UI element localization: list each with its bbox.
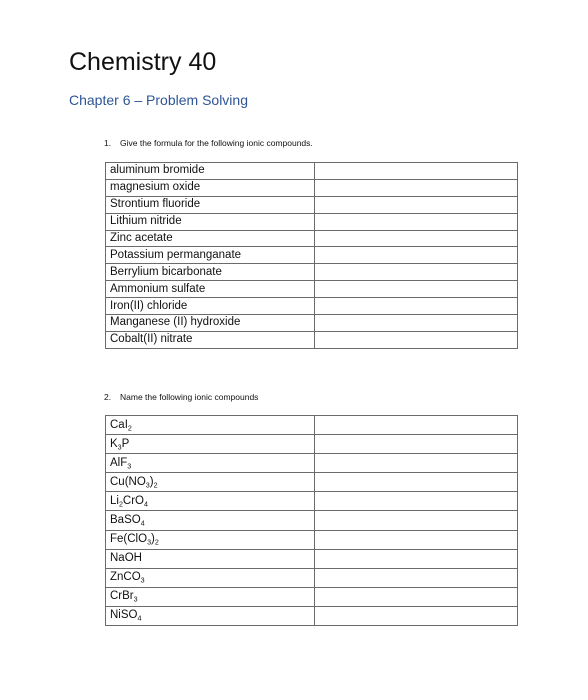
- compound-formula-cell: [106, 454, 315, 473]
- page-subtitle: Chapter 6 – Problem Solving: [69, 92, 248, 108]
- compound-formula-cell: [106, 606, 315, 625]
- table-row: [106, 416, 518, 435]
- formula-text: CaI: [110, 418, 128, 431]
- compound-name-cell: Lithium nitride: [106, 213, 315, 230]
- table-row: [106, 530, 518, 549]
- compound-formula-cell: [106, 568, 315, 587]
- answer-cell[interactable]: [315, 179, 518, 196]
- compound-name-cell: Ammonium sulfate: [106, 281, 315, 298]
- formula-text: Li: [110, 494, 119, 507]
- table-row: [106, 247, 518, 264]
- formula-subscript: 3: [117, 443, 122, 452]
- answer-cell[interactable]: [315, 331, 518, 348]
- compound-formula-cell: [106, 549, 315, 568]
- answer-cell[interactable]: [315, 568, 518, 587]
- formula-text: CrO: [122, 494, 145, 507]
- formula-subscript: 2: [154, 538, 159, 547]
- formula-text: NiSO: [110, 609, 138, 622]
- table-row: [106, 163, 518, 180]
- answer-cell[interactable]: [315, 606, 518, 625]
- formula-text: ZnCO: [110, 571, 141, 584]
- formula-subscript: 2: [127, 424, 132, 433]
- table-row: [106, 435, 518, 454]
- compound-formula-cell: [106, 416, 315, 435]
- table-row: [106, 230, 518, 247]
- formula-subscript: 4: [140, 519, 145, 528]
- formula-text: P: [121, 437, 130, 450]
- formula-text: CrBr: [110, 590, 134, 603]
- answer-cell[interactable]: [315, 454, 518, 473]
- question-1-prompt: [104, 137, 313, 149]
- formula-text: Cu(NO: [110, 475, 146, 488]
- table-row: [106, 264, 518, 281]
- table-row: [106, 298, 518, 315]
- table-row: [106, 315, 518, 332]
- question-text: Give the formula for the following ionic compounds.: [120, 138, 313, 148]
- table-row: [106, 454, 518, 473]
- question-1-table: [105, 162, 518, 349]
- answer-cell[interactable]: [315, 315, 518, 332]
- formula-text: NaOH: [110, 552, 142, 565]
- table-row: [106, 179, 518, 196]
- formula-text: ): [151, 533, 155, 546]
- compound-formula-cell: [106, 530, 315, 549]
- question-number: 2.: [104, 392, 112, 402]
- answer-cell[interactable]: [315, 473, 518, 492]
- formula-subscript: 3: [133, 595, 138, 604]
- answer-cell[interactable]: [315, 298, 518, 315]
- formula-subscript: 4: [137, 614, 142, 623]
- formula-subscript: 2: [118, 500, 123, 509]
- table-row: [106, 473, 518, 492]
- formula-subscript: 3: [147, 538, 152, 547]
- answer-cell[interactable]: [315, 264, 518, 281]
- compound-formula-cell: [106, 587, 315, 606]
- table-row: [106, 549, 518, 568]
- formula-subscript: 3: [140, 576, 145, 585]
- table-row: [106, 606, 518, 625]
- question-text: Name the following ionic compounds: [120, 392, 259, 402]
- answer-cell[interactable]: [315, 163, 518, 180]
- answer-cell[interactable]: [315, 492, 518, 511]
- compound-formula-cell: [106, 473, 315, 492]
- compound-name-cell: Iron(II) chloride: [106, 298, 315, 315]
- compound-name-cell: magnesium oxide: [106, 179, 315, 196]
- table-row: [106, 213, 518, 230]
- answer-cell[interactable]: [315, 230, 518, 247]
- compound-name-cell: Potassium permanganate: [106, 247, 315, 264]
- compound-name-cell: aluminum bromide: [106, 163, 315, 180]
- table-row: [106, 196, 518, 213]
- answer-cell[interactable]: [315, 247, 518, 264]
- question-number: 1.: [104, 138, 112, 148]
- formula-subscript: 2: [153, 481, 158, 490]
- formula-subscript: 4: [144, 500, 148, 509]
- formula-text: Fe(ClO: [110, 533, 148, 546]
- formula-subscript: 3: [127, 462, 132, 471]
- compound-name-cell: Zinc acetate: [106, 230, 315, 247]
- compound-name-cell: Strontium fluoride: [106, 196, 315, 213]
- table-row: [106, 511, 518, 530]
- compound-name-cell: Cobalt(II) nitrate: [106, 331, 315, 348]
- answer-cell[interactable]: [315, 435, 518, 454]
- question-2-table: [105, 415, 518, 626]
- table-row: [106, 568, 518, 587]
- formula-text: K: [110, 437, 118, 450]
- page-title: Chemistry 40: [69, 48, 217, 76]
- answer-cell[interactable]: [315, 213, 518, 230]
- answer-cell[interactable]: [315, 416, 518, 435]
- compound-name-cell: Manganese (II) hydroxide: [106, 315, 315, 332]
- answer-cell[interactable]: [315, 587, 518, 606]
- answer-cell[interactable]: [315, 549, 518, 568]
- compound-name-cell: Berrylium bicarbonate: [106, 264, 315, 281]
- question-2-prompt: [104, 391, 258, 403]
- table-row: [106, 587, 518, 606]
- compound-formula-cell: [106, 511, 315, 530]
- formula-text: BaSO: [110, 514, 141, 527]
- answer-cell[interactable]: [315, 281, 518, 298]
- compound-formula-cell: [106, 492, 315, 511]
- answer-cell[interactable]: [315, 511, 518, 530]
- formula-subscript: 3: [145, 481, 150, 490]
- table-row: [106, 492, 518, 511]
- compound-formula-cell: [106, 435, 315, 454]
- answer-cell[interactable]: [315, 530, 518, 549]
- answer-cell[interactable]: [315, 196, 518, 213]
- formula-text: ): [149, 475, 154, 488]
- formula-text: AlF: [110, 456, 128, 469]
- table-row: [106, 281, 518, 298]
- table-row: [106, 331, 518, 348]
